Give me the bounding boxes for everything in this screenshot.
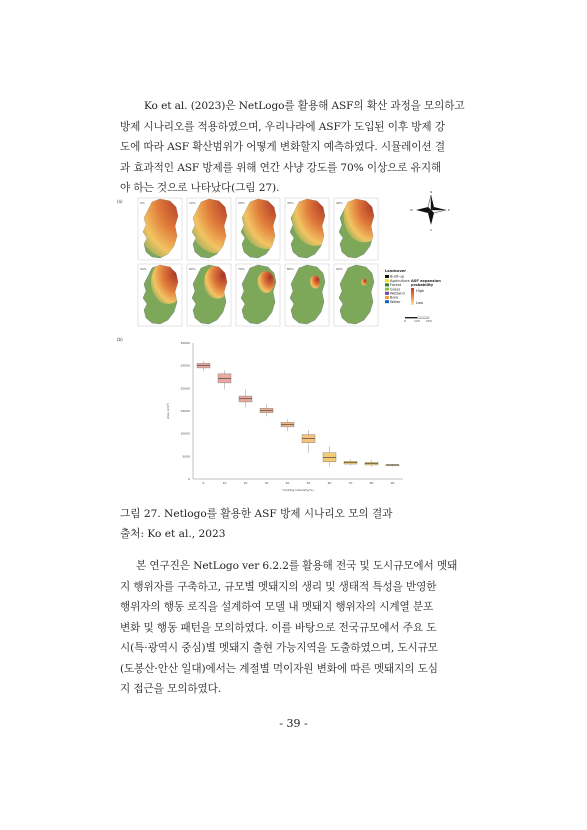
panel-a-label: (a) — [117, 199, 123, 204]
panel-b-label: (b) — [117, 337, 123, 342]
page-number: - 39 - — [279, 717, 308, 730]
map-label: 0% — [140, 201, 145, 205]
intro-paragraph — [120, 96, 488, 199]
text-line: 지 행위자를 구축하고, 규모별 멧돼지의 생리 및 생태적 특성을 반영한 — [120, 580, 437, 593]
scenario-map — [285, 264, 329, 326]
map-label: 90% — [336, 267, 343, 271]
legend-landcover-title: Landcover — [385, 269, 406, 273]
map-label: 30% — [287, 201, 294, 205]
x-tick-label: 0 — [202, 481, 205, 485]
legend-item-label: Water — [390, 299, 401, 304]
legend-asf-high: High — [416, 289, 425, 293]
legend-swatch — [385, 292, 389, 295]
legend-item-label: Wetland — [390, 291, 405, 296]
legend-item-label: Bare — [390, 295, 399, 300]
map-label: 20% — [238, 201, 245, 205]
y-tick-label: 10000 — [180, 431, 190, 436]
y-tick-label: 30000 — [180, 341, 190, 345]
x-tick-label: 60 — [327, 481, 332, 485]
text-line: 도에 따라 ASF 확산범위가 어떻게 변화할지 예측하였다. 시뮬레이션 결 — [120, 141, 445, 153]
compass-s: S — [430, 228, 432, 232]
box — [323, 453, 336, 462]
compass-e: E — [448, 208, 450, 212]
text-line: (도봉산·안산 일대)에서는 계절별 먹이자원 변화에 따른 멧돼지의 도심 — [120, 662, 438, 675]
legend-item-label: Forest — [390, 283, 402, 288]
x-tick-label: 80 — [369, 481, 374, 485]
y-tick-label: 15000 — [180, 409, 190, 413]
scenario-map — [334, 190, 384, 260]
y-tick-label: 0 — [188, 477, 190, 481]
box-plot — [166, 341, 403, 492]
y-tick-label: 20000 — [180, 386, 190, 391]
text-line: 변화 및 행동 패턴을 모의하였다. 이를 바탕으로 전국규모에서 주요 도 — [120, 621, 437, 634]
scale-label-0: 0 — [404, 319, 406, 323]
x-tick-label: 40 — [285, 481, 290, 485]
x-axis-label: Hunting Intensity(%) — [282, 488, 314, 492]
map-label: 70% — [238, 267, 245, 271]
y-tick-label: 5000 — [182, 454, 190, 459]
x-tick-label: 90 — [390, 481, 395, 485]
legend-swatch — [385, 275, 389, 278]
legend-swatch — [385, 288, 389, 291]
x-tick-label: 30 — [264, 481, 269, 485]
legend-asf-subtitle: probability — [411, 283, 434, 287]
compass-icon — [410, 190, 450, 232]
x-tick-label: 10 — [222, 481, 227, 485]
scenario-map — [187, 264, 231, 326]
map-grid — [136, 174, 385, 326]
compass-w: W — [410, 208, 413, 212]
map-label: 40% — [336, 201, 343, 205]
text-line: 행위자의 행동 로직을 설계하여 모델 내 멧돼지 행위자의 시계열 분포 — [120, 601, 434, 613]
legend-item-label: Built-up — [390, 274, 405, 279]
legend-asf-title: ASF expansion — [411, 279, 441, 283]
y-axis-label: Area (km²) — [166, 402, 170, 420]
caption-source: 출처: Ko et al., 2023 — [120, 528, 226, 540]
map-legend — [385, 269, 441, 323]
scenario-map — [138, 260, 185, 326]
text-line: 시(특·광역시 중심)별 멧돼지 출현 가능지역을 도출하였으며, 도시규모 — [120, 642, 438, 654]
legend-swatch — [385, 283, 389, 286]
caption-title: 그림 27. Netlogo를 활용한 ASF 방제 시나리오 모의 결과 — [120, 508, 393, 520]
map-label: 50% — [140, 267, 147, 271]
scenario-map — [334, 264, 378, 326]
legend-swatch — [385, 296, 389, 299]
scenario-map — [236, 183, 292, 260]
y-tick-label: 25000 — [180, 363, 190, 368]
figure-caption — [120, 504, 393, 544]
map-label: 10% — [189, 201, 196, 205]
scale-bar — [404, 317, 432, 323]
scenario-map — [236, 264, 280, 326]
text-line: 방제 시나리오를 적용하였으며, 우리나라에 ASF가 도입된 이후 방제 강 — [120, 120, 445, 133]
scale-label-125: 125 — [414, 319, 420, 323]
x-tick-label: 20 — [243, 481, 248, 485]
legend-swatch — [385, 279, 389, 282]
legend-item-label: Grass — [390, 287, 401, 292]
research-paragraph — [120, 556, 488, 700]
text-line: 야 하는 것으로 나타났다(그림 27). — [120, 182, 280, 194]
text-line: 본 연구진은 NetLogo ver 6.2.2를 활용해 전국 및 도시규모에서 멧돼 — [136, 560, 458, 572]
text-line: Ko et al. (2023)은 NetLogo를 활용해 ASF의 확산 과정을 모의하고 — [144, 100, 465, 112]
legend-item-label: Agriculture — [390, 278, 410, 283]
x-tick-label: 70 — [348, 481, 353, 485]
legend-asf-low: Low — [416, 301, 424, 305]
asf-color-ramp — [411, 288, 414, 305]
legend-swatch — [385, 300, 389, 303]
text-line: 지 접근을 모의하였다. — [120, 683, 222, 695]
compass-n: N — [430, 190, 433, 194]
scenario-map — [285, 186, 338, 260]
text-line: 과 효과적인 ASF 방제를 위해 연간 사냥 강도를 70% 이상으로 유지해 — [120, 161, 442, 174]
map-label: 80% — [287, 267, 294, 271]
figure-27 — [113, 190, 463, 496]
x-tick-label: 50 — [306, 481, 311, 485]
scale-label-250: 250 — [426, 319, 432, 323]
map-label: 60% — [189, 267, 196, 271]
